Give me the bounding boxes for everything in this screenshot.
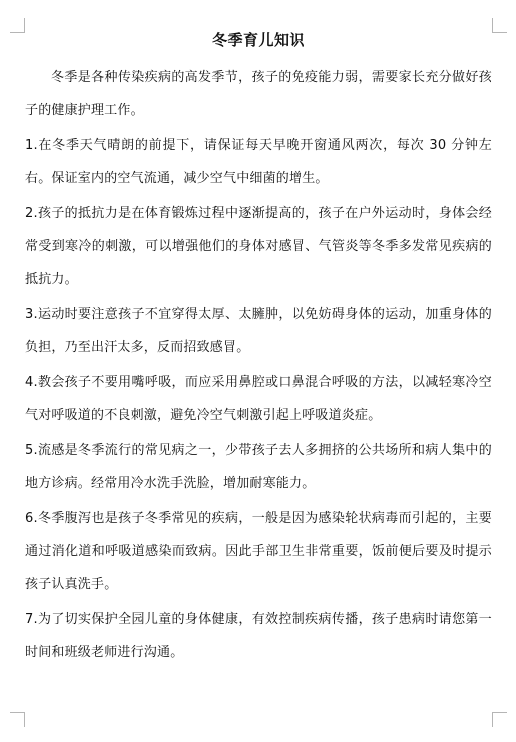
paragraph-item-7: 7.为了切实保护全园儿童的身体健康，有效控制疾病传播，孩子患病时请您第一时间和班级老师进行沟通。	[25, 612, 492, 660]
page-corner-mark-bottom-right	[492, 712, 507, 727]
paragraph-item-2: 2.孩子的抵抗力是在体育锻炼过程中逐渐提高的，孩子在户外运动时，身体会经常受到寒冷的刺激，可以增强他们的身体对感冒、气管炎等冬季多发常见疾病的抵抗力。	[25, 206, 492, 287]
document-title: 冬季育儿知识	[211, 31, 305, 49]
document-body	[25, 25, 492, 671]
page-corner-mark-top-left	[10, 18, 25, 33]
page-corner-mark-bottom-left	[10, 712, 25, 727]
intro-paragraph: 冬季是各种传染疾病的高发季节，孩子的免疫能力弱，需要家长充分做好孩子的健康护理工作。	[25, 70, 492, 118]
paragraph-item-5: 5.流感是冬季流行的常见病之一，少带孩子去人多拥挤的公共场所和病人集中的地方诊病。经常用冷水洗手洗脸，增加耐寒能力。	[25, 443, 492, 491]
paragraph-item-4: 4.教会孩子不要用嘴呼吸，而应采用鼻腔或口鼻混合呼吸的方法，以减轻寒冷空气对呼吸道的不良刺激，避免冷空气刺激引起上呼吸道炎症。	[25, 375, 492, 423]
page-corner-mark-top-right	[492, 18, 507, 33]
paragraph-item-3: 3.运动时要注意孩子不宜穿得太厚、太臃肿，以免妨碍身体的运动，加重身体的负担，乃至出汗太多，反而招致感冒。	[25, 307, 492, 355]
paragraph-item-6: 6.冬季腹泻也是孩子冬季常见的疾病，一般是因为感染轮状病毒而引起的，主要通过消化道和呼吸道感染而致病。因此手部卫生非常重要，饭前便后要及时提示孩子认真洗手。	[25, 511, 492, 592]
paragraph-item-1: 1.在冬季天气晴朗的前提下，请保证每天早晚开窗通风两次，每次 30 分钟左右。保证室内的空气流通，减少空气中细菌的增生。	[25, 138, 492, 186]
